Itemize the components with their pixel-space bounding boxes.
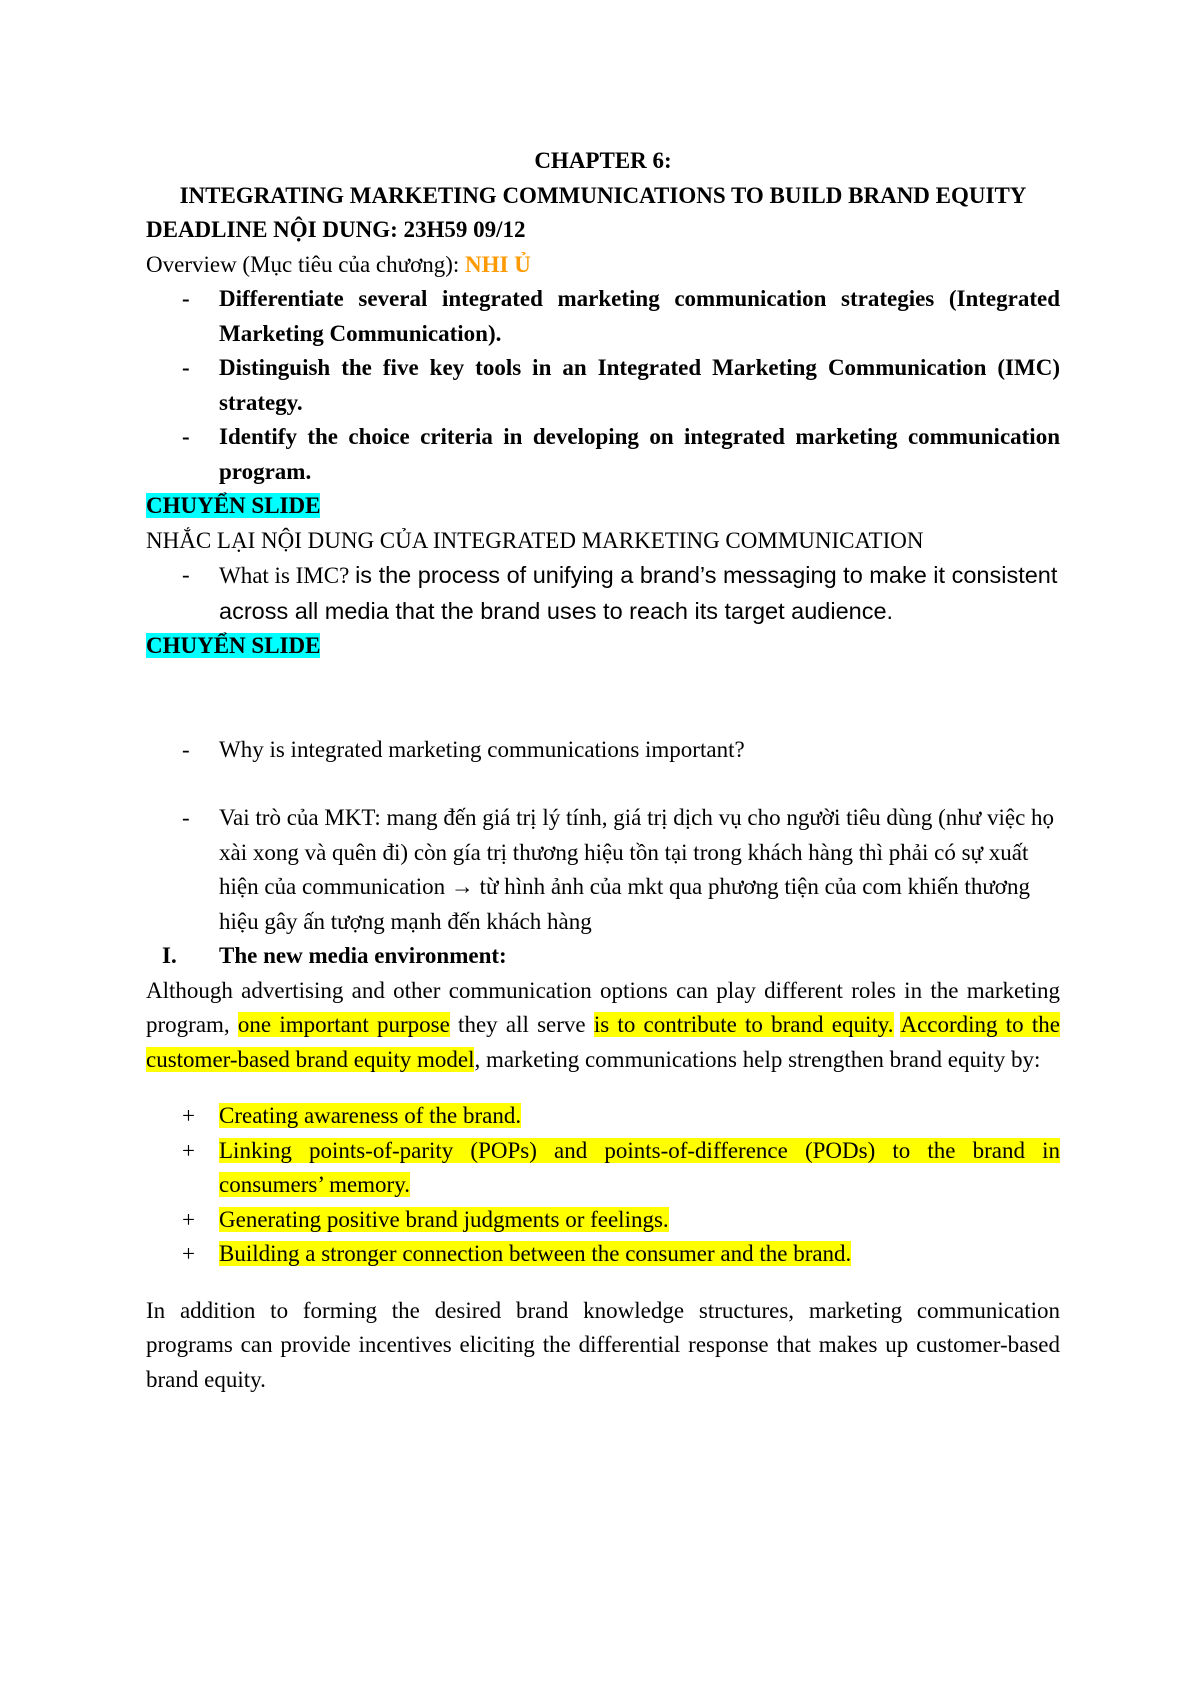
highlighted-text: is to contribute to brand equity. <box>593 1012 894 1037</box>
highlighted-text: Generating positive brand judgments or feelings. <box>219 1206 669 1232</box>
benefit-item <box>146 1203 1060 1238</box>
benefit-text <box>219 1134 1060 1203</box>
slide-marker-text: CHUYỂN SLIDE <box>146 493 321 518</box>
slide-marker <box>146 629 1060 664</box>
benefit-text <box>219 1203 1060 1238</box>
section-numeral: I. <box>162 943 177 968</box>
slide-marker-text: CHUYỂN SLIDE <box>146 633 321 658</box>
chapter-title: INTEGRATING MARKETING COMMUNICATIONS TO BUILD BRAND EQUITY <box>179 182 1027 208</box>
highlighted-text: one important purpose <box>237 1012 450 1037</box>
section-title: The new media environment: <box>219 943 507 968</box>
overview-item <box>146 420 1060 489</box>
why-item-text: Why is integrated marketing communications important? <box>219 736 745 762</box>
plus-marker: + <box>182 1206 195 1232</box>
role-item <box>146 801 1060 939</box>
benefit-item <box>146 1134 1060 1203</box>
highlighted-text: Creating awareness of the brand. <box>219 1103 522 1128</box>
assignee-name: NHI Ủ <box>465 251 531 277</box>
benefit-text <box>219 1099 1060 1134</box>
overview-item-text: Differentiate several integrated marketing communication strategies (Integrated Marketing Communication). <box>219 286 1060 346</box>
paragraph-text: Although advertising and other communication options can play different roles in the marketing program, <box>146 977 1060 1037</box>
imc-question: What is IMC? <box>219 563 356 588</box>
deadline-line: DEADLINE NỘI DUNG: 23H59 09/12 <box>146 217 526 242</box>
benefit-text <box>219 1237 1060 1272</box>
brand-equity-paragraph <box>146 974 1060 1078</box>
chapter-label: CHAPTER 6: <box>534 148 672 173</box>
why-item <box>146 733 1060 768</box>
document-content <box>146 144 1060 1397</box>
imc-question-item <box>146 558 1060 629</box>
overview-item-text: Identify the choice criteria in developing on integrated marketing communication program. <box>219 424 1060 484</box>
imc-answer: is the process of unifying a brand’s messaging to make it consistent across all media that the brand uses to reach its target audience. <box>219 562 1058 624</box>
spacer <box>146 1077 1060 1099</box>
plus-marker: + <box>182 1137 195 1163</box>
highlighted-text: Building a stronger connection between the consumer and the brand. <box>219 1241 852 1266</box>
recap-heading: NHẮC LẠI NỘI DUNG CỦA INTEGRATED MARKETING COMMUNICATION <box>146 527 924 553</box>
paragraph-text: they all serve <box>449 1012 594 1037</box>
dash-marker: - <box>182 805 190 830</box>
role-item-text: Vai trò của MKT: mang đến giá trị lý tính, giá trị dịch vụ cho người tiêu dùng (như việc họ xài xong và quên đi) còn gía trị thương hiệu tồn tại trong khách hàng thì phải có sự xuất hiện của communication → từ hình ảnh của mkt qua phương tiện của com khiến thương hiệu gây ấn tượng mạnh đến khách hàng <box>219 805 1055 934</box>
highlighted-text: According to the customer-based brand equity model <box>146 1012 1060 1072</box>
benefit-item <box>146 1237 1060 1272</box>
dash-marker: - <box>182 286 190 311</box>
section-heading <box>146 939 1060 974</box>
dash-marker: - <box>182 424 190 449</box>
overview-item-text: Distinguish the five key tools in an Integrated Marketing Communication (IMC) strategy. <box>219 355 1060 415</box>
spacer <box>146 1272 1060 1294</box>
overview-item <box>146 351 1060 420</box>
paragraph-text: , marketing communications help strengthen brand equity by: <box>474 1046 1041 1072</box>
overview-label: Overview (Mục tiêu của chương): <box>146 251 466 277</box>
plus-marker: + <box>182 1103 195 1128</box>
incentives-paragraph: In addition to forming the desired brand knowledge structures, marketing communication programs can provide incentives eliciting the differential response that makes up customer-based brand equity. <box>146 1297 1060 1392</box>
dash-marker: - <box>182 736 190 762</box>
spacer <box>146 767 1060 801</box>
overview-item <box>146 282 1060 351</box>
benefit-item <box>146 1099 1060 1134</box>
overview-line <box>146 248 1060 283</box>
dash-marker: - <box>182 562 190 587</box>
spacer <box>146 664 1060 733</box>
plus-marker: + <box>182 1241 195 1266</box>
slide-marker <box>146 489 1060 524</box>
highlighted-text: Linking points-of-parity (POPs) and points-of-difference (PODs) to the brand in consumers’ memory. <box>219 1137 1060 1197</box>
imc-question-body <box>219 558 1060 629</box>
dash-marker: - <box>182 355 190 380</box>
